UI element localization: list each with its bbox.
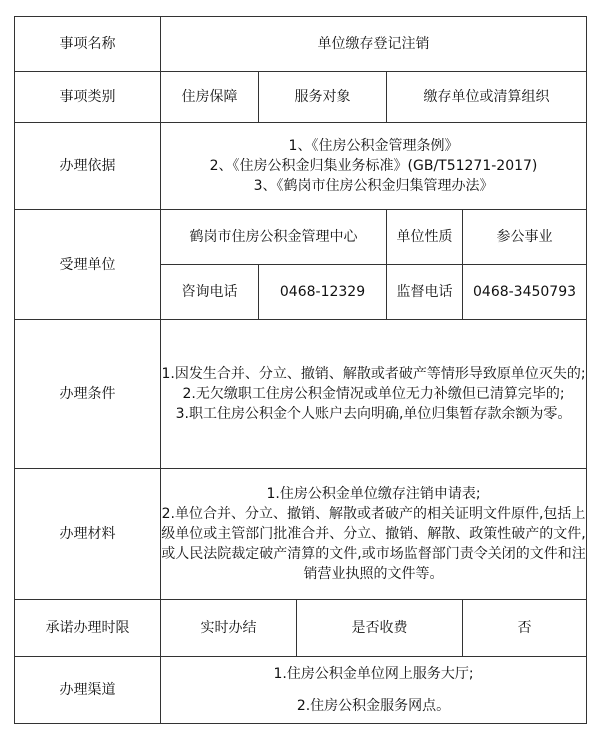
basis-list: [161, 123, 587, 210]
target-label: 服务对象: [259, 72, 387, 123]
row-category: [15, 72, 587, 123]
conditions-list: [161, 320, 587, 469]
channel-item: 2.住房公积金服务网点。: [296, 698, 451, 714]
row-unit: [15, 210, 587, 265]
fee-value: 否: [463, 600, 587, 657]
basis-item: 2、《住房公积金归集业务标准》(GB/T51271-2017): [209, 158, 538, 174]
unit-label: 受理单位: [15, 210, 161, 320]
basis-item: 1、《住房公积金管理条例》: [288, 138, 459, 154]
condition-item: 2.无欠缴职工住房公积金情况或单位无力补缴但已清算完毕的;: [182, 386, 565, 402]
conditions-label: 办理条件: [15, 320, 161, 469]
basis-label: 办理依据: [15, 123, 161, 210]
service-info-table: [14, 16, 587, 724]
condition-item: 3.职工住房公积金个人账户去向明确,单位归集暂存款余额为零。: [175, 406, 572, 422]
item-name-label: 事项名称: [15, 17, 161, 72]
condition-item: 1.因发生合并、分立、撤销、解散或者破产等情形导致原单位灭失的;: [161, 366, 586, 382]
deadline-value: 实时办结: [161, 600, 297, 657]
row-conditions: [15, 320, 587, 469]
target-value: 缴存单位或清算组织: [387, 72, 587, 123]
row-channels: [15, 657, 587, 724]
row-deadline: [15, 600, 587, 657]
item-name-value: 单位缴存登记注销: [161, 17, 587, 72]
supervise-value: 0468-3450793: [463, 265, 587, 320]
consult-label: 咨询电话: [161, 265, 259, 320]
row-basis: [15, 123, 587, 210]
basis-item: 3、《鹤岗市住房公积金归集管理办法》: [253, 178, 494, 194]
material-item: 1.住房公积金单位缴存注销申请表;: [266, 486, 481, 502]
category-value: 住房保障: [161, 72, 259, 123]
supervise-label: 监督电话: [387, 265, 463, 320]
materials-label: 办理材料: [15, 469, 161, 600]
channel-list: [161, 657, 587, 724]
material-item: 2.单位合并、分立、撤销、解散或者破产的相关证明文件原件,包括上级单位或主管部门批准合并、分立、撤销、解散、政策性破产的文件,或人民法院裁定破产清算的文件,或市场监督部门责令关闭的文件和注销营业执照的文件等。: [161, 506, 586, 582]
unit-value: 鹤岗市住房公积金管理中心: [161, 210, 387, 265]
channel-label: 办理渠道: [15, 657, 161, 724]
nature-value: 参公事业: [463, 210, 587, 265]
channel-item: 1.住房公积金单位网上服务大厅;: [273, 666, 474, 682]
fee-label: 是否收费: [297, 600, 463, 657]
row-item-name: [15, 17, 587, 72]
deadline-label: 承诺办理时限: [15, 600, 161, 657]
materials-list: [161, 469, 587, 600]
consult-value: 0468-12329: [259, 265, 387, 320]
row-materials: [15, 469, 587, 600]
category-label: 事项类别: [15, 72, 161, 123]
nature-label: 单位性质: [387, 210, 463, 265]
